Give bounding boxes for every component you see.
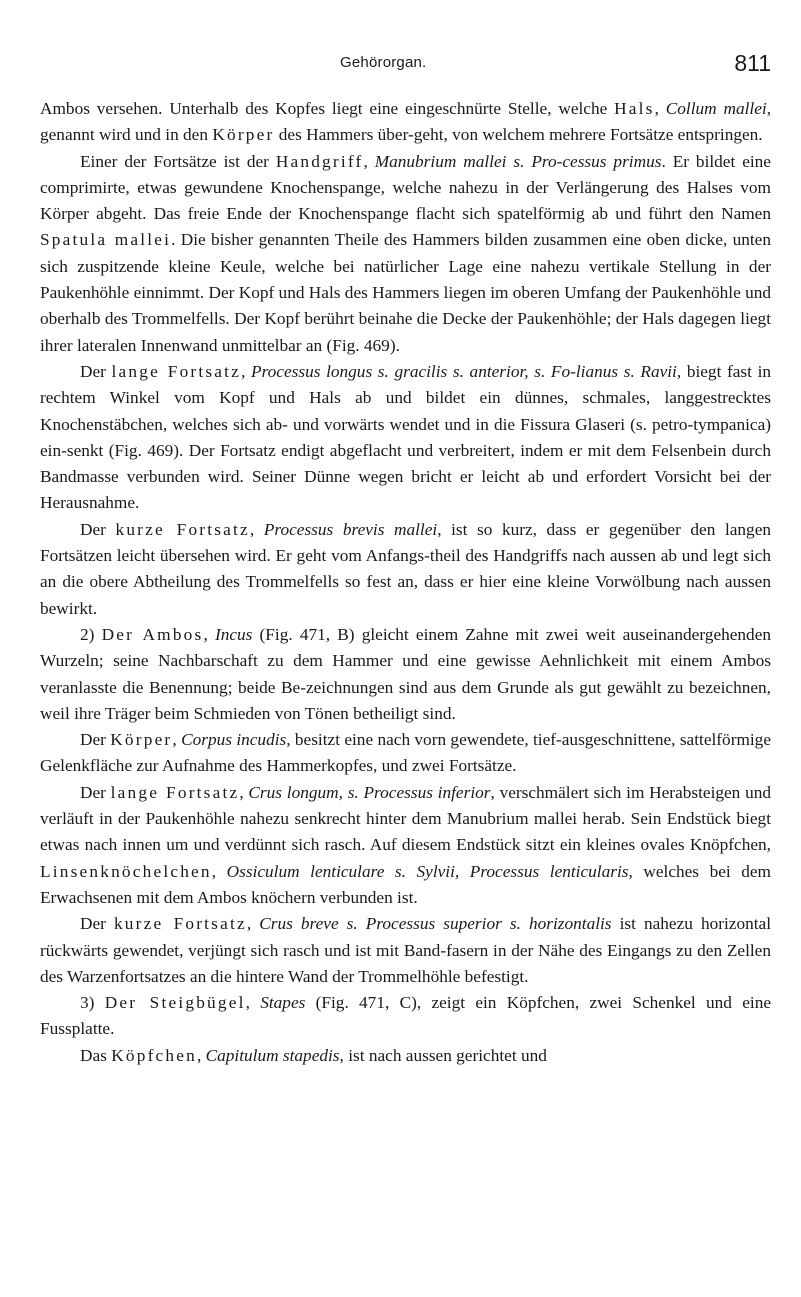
italic-term: Processus brevis mallei	[263, 519, 438, 539]
italic-term: Collum mallei	[665, 99, 767, 118]
text-run: ,	[249, 519, 264, 539]
text-run: Ambos versehen. Unterhalb des Kopfes liegt eine eingeschnürte Stelle, welche	[40, 99, 615, 118]
italic-term: Crus longum, s. Processus inferior	[248, 782, 491, 802]
text-run: ,	[363, 151, 375, 171]
paragraph	[40, 780, 771, 911]
paragraph	[40, 149, 771, 359]
paragraph	[40, 517, 771, 622]
text-run: , besitzt eine nach vorn gewendete, tief-ausgeschnittene, sattelförmige Gelenkfläche zur Aufnahme des Hammerkopfes, und zwei Fortsätze.	[40, 730, 771, 776]
page-number: 811	[734, 50, 771, 76]
spaced-term: Spatula mallei	[40, 230, 172, 250]
italic-term: Manubrium mallei s. Pro-cessus primus	[374, 151, 662, 171]
text-run: ,	[246, 914, 260, 934]
spaced-term: Handgriff	[275, 151, 364, 171]
text-run: Der	[80, 519, 116, 539]
text-run: 3)	[80, 993, 105, 1013]
text-run: ,	[196, 1045, 206, 1065]
text-run: , genannt wird und in den	[40, 99, 772, 145]
italic-term: Corpus incudis	[181, 730, 287, 750]
text-run: Der	[80, 914, 114, 934]
text-run: Das	[80, 1045, 112, 1065]
italic-term: Capitulum stapedis	[205, 1045, 340, 1065]
text-run: , biegt fast in rechtem Winkel vom Kopf und Hals ab und bildet ein dünnes, schmales, langgestrecktes Knochenstäbchen, welches sich ab- und vorwärts wendet und in die Fissura Glaseri (s. petro-tympanica) ein-senkt (Fig. 469). Der Fortsatz endigt abgeflacht und verbreitert, indem er mit dem Felsenbein durch Bandmasse verbunden wird. Seiner Dünne wegen bricht er leicht ab und erfordert Vorsicht bei der Herausnahme.	[40, 361, 772, 513]
text-run: Der	[80, 361, 112, 381]
spaced-term: kurze Fortsatz	[115, 519, 250, 539]
text-run: des Hammers über-geht, von welchem mehrere Fortsätze entspringen.	[274, 125, 763, 145]
paragraph	[40, 622, 771, 727]
paragraph	[40, 727, 771, 780]
spaced-term: Hals	[614, 99, 655, 118]
text-run: (Fig. 471, C), zeigt ein Köpfchen, zwei Schenkel und eine Fussplatte.	[40, 993, 772, 1039]
spaced-term: kurze Fortsatz	[113, 914, 247, 934]
running-header	[0, 50, 801, 82]
text-run: . Die bisher genannten Theile des Hammers bilden zusammen eine oben dicke, unten sich zuspitzende kleine Keule, welche bei natürlicher Lage eine nahezu vertikale Stellung in der Paukenhöhle einnimmt. Der Kopf und Hals des Hammers liegen im oberen Umfang der Paukenhöhle und oberhalb des Trommelfells. Der Kopf berührt beinahe die Decke der Paukenhöhle; der Hals dagegen liegt ihrer lateralen Innenwand unmittelbar an (Fig. 469).	[40, 230, 771, 355]
text-run: ,	[241, 361, 252, 381]
italic-term: Crus breve s. Processus superior s. horizontalis	[259, 914, 612, 934]
text-run: , verschmälert sich im Herabsteigen und verläuft in der Paukenhöhle nahezu senkrecht hinter dem Manubrium mallei herab. Sein Endstück biegt etwas nach innen um und verdünnt sich rasch. Auf diesem Endstück sitzt ein kleines ovales Knöpfchen,	[40, 782, 771, 855]
text-run: ,	[239, 782, 249, 802]
text-run: , ist nach aussen gerichtet und	[339, 1045, 547, 1065]
paragraph	[40, 96, 771, 149]
text-run: Einer der Fortsätze ist der	[80, 151, 276, 171]
text-run: ,	[211, 861, 227, 881]
text-run: Der	[80, 782, 111, 802]
italic-term: Processus longus s. gracilis s. anterior, s. Fo-lianus s. Ravii	[251, 361, 677, 381]
paragraph	[40, 911, 771, 990]
running-title: Gehörorgan.	[340, 54, 427, 71]
text-run: , ist so kurz, dass er gegenüber den langen Fortsätzen leicht übersehen wird. Er geht vom Anfangs-theil des Handgriffs nach aussen ab und legt sich an die obere Abtheilung des Trommelfells so fest an, dass er hier eine kleine Vorwölbung nach aussen bewirkt.	[40, 519, 772, 618]
paragraph	[40, 990, 771, 1043]
spaced-term: Körper	[212, 125, 275, 145]
spaced-term: lange Fortsatz	[111, 361, 242, 381]
text-run: . Er bildet eine comprimirte, etwas gewundene Knochenspange, welche nahezu in der Verlängerung des Halses vom Körper abgeht. Das freie Ende der Knochenspange flacht sich spatelförmig ab und führt den Namen	[40, 151, 771, 224]
paragraph	[40, 1043, 771, 1069]
spaced-term: Körper	[110, 730, 173, 750]
text-run: ,	[172, 730, 182, 750]
italic-term: Ossiculum lenticulare s. Sylvii, Processus lenticularis	[226, 861, 629, 881]
text-run: ist nahezu horizontal rückwärts gewendet, verjüngt sich rasch und ist mit Band-fasern in der Nähe des Eingangs zu den Zellen des Warzenfortsatzes an die hintere Wand der Trommelhöhle befestigt.	[40, 914, 772, 986]
spaced-term: lange Fortsatz	[110, 782, 240, 802]
spaced-term: Der Steigbügel	[104, 993, 246, 1013]
text-run: ,	[245, 993, 261, 1013]
spaced-term: Der Ambos	[101, 624, 204, 644]
body-text	[40, 96, 771, 1069]
spaced-term: Linsenknöchelchen	[40, 861, 212, 881]
text-run: (Fig. 471, B) gleicht einem Zahne mit zwei weit auseinandergehenden Wurzeln; seine Nachbarschaft zu dem Hammer und eine gewisse Aehnlichkeit mit einem Ambos veranlasste die Benennung; beide Be-zeichnungen sind aus dem Grunde als gut gewählt zu bezeichnen, weil ihre Träger beim Schmieden von Tönen betheiligt sind.	[40, 624, 772, 723]
text-run: 2)	[80, 624, 102, 644]
paragraph	[40, 359, 771, 517]
text-run: , welches bei dem Erwachsenen mit dem Ambos knöchern verbunden ist.	[40, 861, 771, 907]
text-run: Der	[80, 730, 111, 750]
text-run: ,	[654, 99, 666, 118]
italic-term: Incus	[214, 624, 253, 644]
spaced-term: Köpfchen	[111, 1045, 197, 1065]
italic-term: Stapes	[260, 993, 306, 1013]
text-run: ,	[203, 624, 215, 644]
